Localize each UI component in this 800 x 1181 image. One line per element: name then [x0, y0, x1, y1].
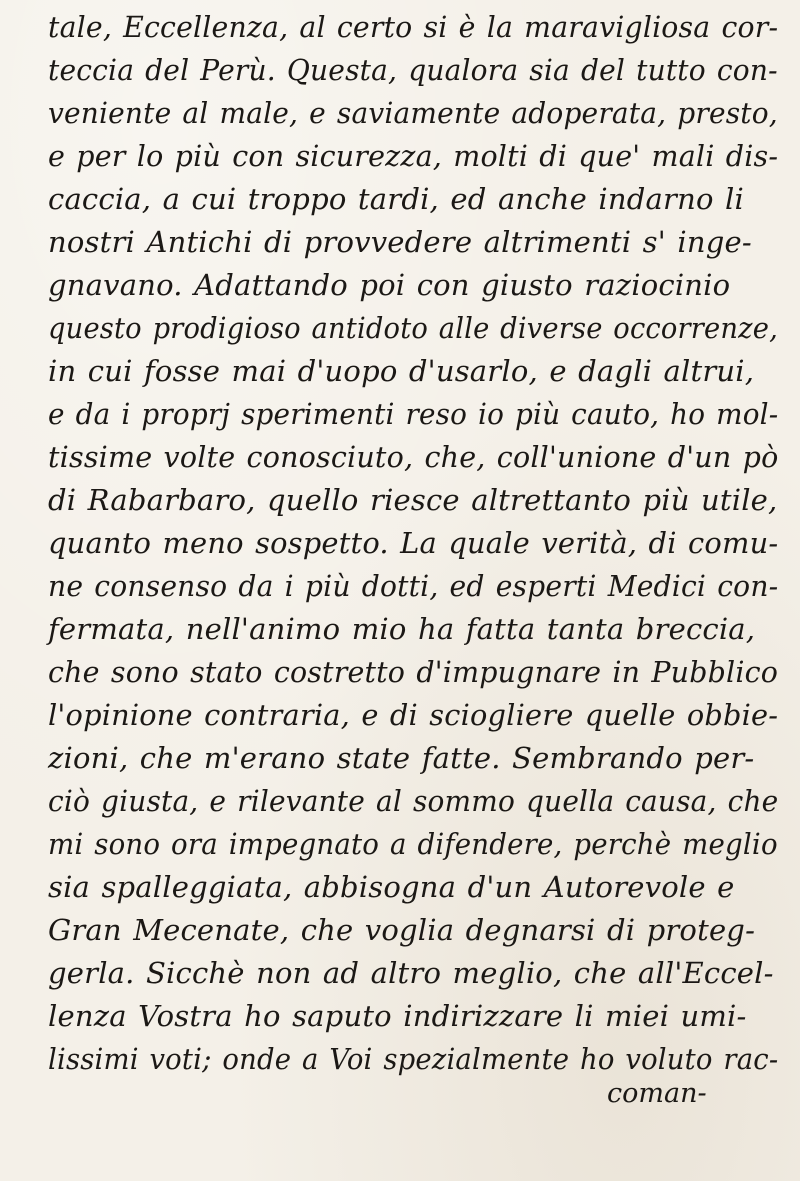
text-line: lenza Vostra ho saputo indirizzare li miei umi- — [48, 999, 747, 1033]
text-line: gerla. Sicchè non ad altro meglio, che all'Eccel- — [48, 956, 774, 990]
text-line: caccia, a cui troppo tardi, ed anche indarno li — [48, 182, 744, 216]
text-line: ne consenso da i più dotti, ed esperti Medici con- — [48, 569, 779, 603]
text-line: l'opinione contraria, e di sciogliere quelle obbie- — [48, 698, 779, 732]
text-line: e da i proprj sperimenti reso io più cauto, ho mol- — [48, 397, 779, 431]
text-line: questo prodigioso antidoto alle diverse occorrenze, — [48, 311, 778, 345]
text-line: zioni, che m'erano state fatte. Sembrando per- — [48, 741, 755, 775]
text-line: ciò giusta, e rilevante al sommo quella causa, che — [48, 784, 779, 818]
text-line: nostri Antichi di provvedere altrimenti s' inge- — [48, 225, 752, 259]
text-line: mi sono ora impegnato a difendere, perchè meglio — [48, 827, 778, 861]
text-line: in cui fosse mai d'uopo d'usarlo, e dagli altrui, — [48, 354, 755, 388]
text-line: fermata, nell'animo mio ha fatta tanta breccia, — [48, 612, 756, 646]
text-line: di Rabarbaro, quello riesce altrettanto più utile, — [48, 483, 778, 517]
text-line: Gran Mecenate, che voglia degnarsi di proteg- — [48, 913, 756, 947]
text-line: lissimi voti; onde a Voi spezialmente ho voluto rac- — [48, 1042, 779, 1076]
text-line: e per lo più con sicurezza, molti di que' mali dis- — [48, 139, 779, 173]
text-line: sia spalleggiata, abbisogna d'un Autorevole e — [48, 870, 735, 904]
text-line: gnavano. Adattando poi con giusto raziocinio — [48, 268, 731, 302]
text-line: quanto meno sospetto. La quale verità, di comu- — [48, 526, 779, 560]
text-line: che sono stato costretto d'impugnare in Pubblico — [48, 655, 779, 689]
catchword: coman- — [607, 1078, 707, 1109]
text-line: tale, Eccellenza, al certo si è la maravigliosa cor- — [48, 10, 779, 44]
text-line: veniente al male, e saviamente adoperata, presto, — [48, 96, 778, 130]
text-line: tissime volte conosciuto, che, coll'unione d'un pò — [48, 440, 779, 474]
text-line: teccia del Perù. Questa, qualora sia del tutto con- — [48, 53, 778, 87]
